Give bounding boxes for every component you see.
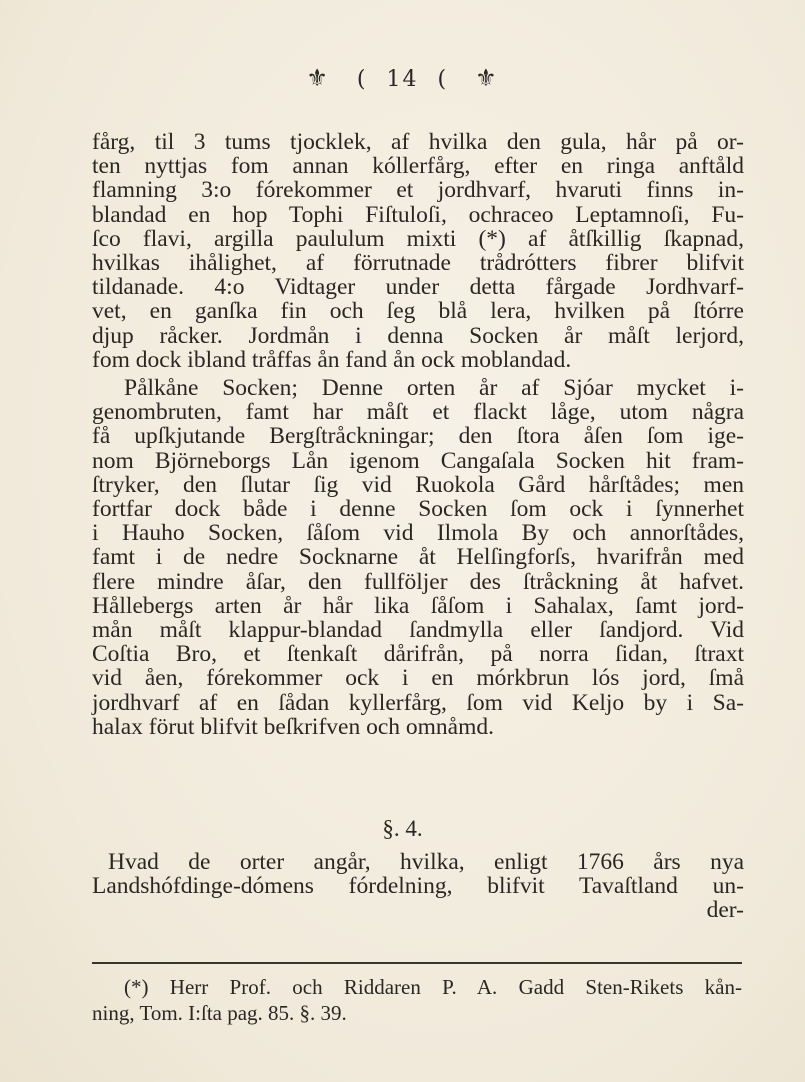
text-line: Hållebergs arten år hår lika ſåſom i Sahalax, ſamt jord- [92,592,744,619]
text-line: fom dock ibland tråffas ån fand ån ock moblandad. [92,346,572,373]
running-header [0,64,805,92]
text-line: fårg, til 3 tums tjocklek, af hvilka den gula, hår på or- [92,129,744,155]
text-line: få upſkjutande Bergſtråckningar; den ſtora åſen ſom ige- [92,423,744,450]
text-line: halax förut blifvit beſkrifven och omnåmd. [92,713,495,740]
text-line: Landshófdinge-dómens fórdelning, blifvit Tavaſtland un- [92,873,744,900]
text-line: fortfar dock både i denne Socken ſom ock i ſynnerhet [92,496,744,523]
fleur-de-lis-ornament-right-icon: ⚜ [475,64,499,92]
paragraph-soil-layers [92,130,744,372]
footnote-divider [92,962,742,964]
text-line: mån måſt klappur-blandad ſandmylla eller ſandjord. Vid [92,617,744,644]
paragraph-palkane-parish [92,376,744,739]
text-line: nom Björneborgs Lån igenom Cangaſala Socken hit fram- [92,447,744,474]
text-line: tildanade. 4:o Vidtager under detta fårgade Jordhvarf- [92,274,744,301]
text-line: vet, en ganſka fin och ſeg blå lera, hvilken på ſtórre [92,298,744,325]
text-line: hvilkas ihålighet, af förrutnade trådrótters fibrer blifvit [92,250,744,277]
text-line: Coſtia Bro, et ſtenkaſt dårifrån, på norra ſidan, ſtraxt [92,641,744,668]
text-line: blandad en hop Tophi Fiſtuloſi, ochraceo Leptamnoſi, Fu- [92,201,744,228]
text-line: Pålkåne Socken; Denne orten år af Sjóar mycket i- [124,375,744,401]
text-line: i Hauho Socken, ſåſom vid Ilmola By och annorſtådes, [92,520,744,547]
section-heading: §. 4. [382,816,423,841]
fleur-de-lis-ornament-left-icon: ⚜ [306,64,330,92]
page-number: 14 [386,67,419,92]
header-bracket-right: ( [437,67,449,92]
text-line: ten nyttjas fom annan kóllerfårg, efter en ringa anftåld [92,153,744,180]
paragraph-section-4 [92,850,744,923]
text-line: vid åen, fórekommer ock i en mórkbrun lós jord, ſmå [92,665,744,692]
text-line: Hvad de orter angår, hvilka, enligt 1766 års nya [108,849,744,875]
text-line: flere mindre åſar, den fullföljer des ſtråckning åt hafvet. [92,568,744,595]
text-line: famt i de nedre Socknarne åt Helſingforſs, hvarifrån med [92,544,744,571]
text-line: jordhvarf af en ſådan kyllerfårg, ſom vid Keljo by i Sa- [92,689,744,716]
text-line: flamning 3:o fórekommer et jordhvarf, hvaruti finns in- [92,177,744,204]
footnote-line: ning, Tom. I:ſta pag. 85. §. 39. [92,1001,347,1025]
footnote-line: (*) Herr Prof. och Riddaren P. A. Gadd Sten-Rikets kån- [124,975,742,999]
catchword: der- [706,897,744,924]
text-line: ſtryker, den ſlutar ſig vid Ruokola Gård hårſtådes; men [92,471,744,498]
header-bracket-left: ( [356,67,368,92]
text-line: genombruten, famt har måſt et flackt låge, utom några [92,399,744,426]
text-line: djup råcker. Jordmån i denna Socken år måſt lerjord, [92,322,744,349]
text-line: ſco flavi, argilla paululum mixti (*) af åtſkillig ſkapnad, [92,225,744,252]
footnote [92,974,742,1026]
